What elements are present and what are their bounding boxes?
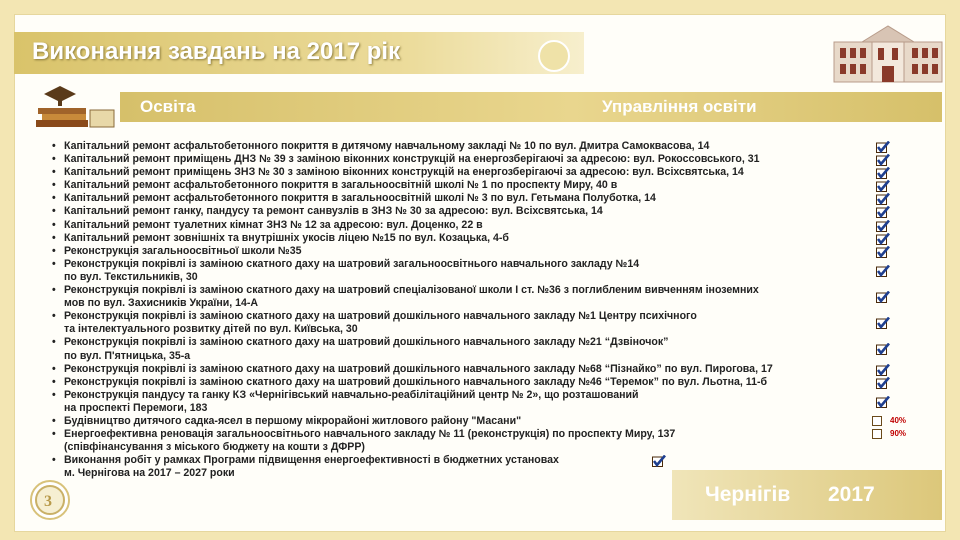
task-text: Виконання робіт у рамках Програми підвищення енергоефективності в бюджетних установах	[64, 454, 559, 467]
bullet-icon: •	[52, 140, 56, 152]
bullet-icon: •	[52, 192, 56, 205]
task-item	[50, 153, 870, 166]
building-icon	[832, 22, 944, 84]
task-item	[50, 192, 870, 205]
bullet-icon: •	[52, 375, 56, 388]
task-item	[50, 310, 870, 336]
bullet-icon: •	[52, 166, 56, 179]
checkbox-checked-icon	[876, 245, 890, 257]
task-text: Капітальний ремонт приміщень ДНЗ № 39 з заміною віконних конструкцій на енергозберігаючі за адресою: вул. Рокоссовського, 31	[64, 153, 760, 166]
task-text-continued: та інтелектуального розвитку дітей по вул. Київська, 30	[64, 323, 358, 336]
department-title: Управління освіти	[602, 97, 757, 116]
task-text: Реконструкція покрівлі із заміною скатного даху на шатровий спеціалізованої школи І ст. №36 з поглибленим вивченням іноземних	[64, 284, 759, 297]
task-text: Реконструкція покрівлі із заміною скатного даху на шатровий дошкільного навчального закладу №21 “Дзвіночок”	[64, 336, 669, 349]
task-text: Будівництво дитячого садка-ясел в першому мікрорайоні житлового району "Масани"	[64, 414, 522, 427]
progress-indicator	[872, 416, 922, 426]
task-item	[50, 258, 870, 284]
progress-indicator	[872, 429, 922, 439]
checkbox-checked-icon	[876, 290, 890, 302]
task-item	[50, 389, 870, 415]
bullet-icon: •	[52, 362, 56, 375]
checkbox-checked-icon	[876, 316, 890, 328]
bullet-icon: •	[52, 428, 56, 441]
task-item	[50, 415, 870, 428]
checkbox-checked-icon	[876, 179, 890, 191]
books-icon	[34, 80, 118, 130]
task-item	[50, 336, 870, 362]
task-text: Капітальний ремонт ганку, пандусу та ремонт санвузлів в ЗНЗ № 30 за адресою: вул. Всіхсвятська, 14	[64, 205, 603, 218]
footer-city: Чернігів	[705, 483, 791, 506]
task-text-continued: по вул. Текстильників, 30	[64, 270, 198, 283]
bullet-icon: •	[52, 244, 56, 257]
task-text-continued: по вул. П'ятницька, 35-а	[64, 349, 191, 362]
task-item	[50, 205, 870, 218]
section-title: Освіта	[140, 97, 196, 116]
task-text: Капітальний ремонт приміщень ЗНЗ № 30 з заміною віконних конструкцій на енергозберігаючі за адресою: вул. Всіхсвятська, 14	[64, 166, 744, 179]
task-text: Капітальний ремонт асфальтобетонного покриття в загальноосвітній школі № 3 по вул. Гетьмана Полуботка, 14	[64, 192, 656, 205]
bullet-icon: •	[52, 336, 56, 349]
task-item	[50, 428, 870, 454]
seal-icon	[538, 40, 570, 72]
task-item	[50, 140, 870, 153]
checkbox-checked-icon	[876, 376, 890, 388]
checkbox-checked-icon	[876, 232, 890, 244]
city-logo-icon	[30, 480, 70, 520]
checkbox-checked-icon	[876, 363, 890, 375]
task-item	[50, 376, 870, 389]
task-item	[50, 166, 870, 179]
task-item	[50, 245, 870, 258]
bullet-icon: •	[52, 179, 56, 192]
task-text: Капітальний ремонт асфальтобетонного покриття в загальноосвітній школі № 1 по проспекту Миру, 40 в	[64, 179, 618, 192]
checkbox-checked-icon	[876, 219, 890, 231]
checkbox-checked-icon	[876, 264, 890, 276]
bullet-icon: •	[52, 257, 56, 270]
task-text: Реконструкція загальноосвітньої школи №35	[64, 244, 302, 257]
task-text: Енергоефективна реновація загальноосвітнього навчального закладу № 11 (реконструкція) по проспекту Миру, 137	[64, 428, 676, 441]
task-text: Реконструкція покрівлі із заміною скатного даху на шатровий дошкільного навчального закладу №46 “Теремок” по вул. Льотна, 11-б	[64, 375, 768, 388]
bullet-icon: •	[52, 205, 56, 218]
page-title: Виконання завдань на 2017 рік	[32, 38, 401, 65]
task-text: Реконструкція покрівлі із заміною скатного даху на шатровий загальноосвітнього навчального закладу №14	[64, 257, 640, 270]
percent-label: 40%	[890, 416, 907, 426]
task-text-continued: (співфінансування з міського бюджету на кошти з ДФРР)	[64, 441, 365, 454]
percent-label: 90%	[890, 429, 907, 439]
checkbox-checked-icon	[876, 205, 890, 217]
task-text: Капітальний ремонт туалетних кімнат ЗНЗ № 12 за адресою: вул. Доценко, 22 в	[64, 218, 483, 231]
checkbox-checked-icon	[876, 140, 890, 152]
bullet-icon: •	[52, 454, 56, 467]
bullet-icon: •	[52, 218, 56, 231]
bullet-icon: •	[52, 414, 56, 427]
bullet-icon: •	[52, 388, 56, 401]
checkbox-checked-icon	[876, 395, 890, 407]
task-text-continued: мов по вул. Захисників України, 14-А	[64, 297, 259, 310]
task-text-continued: м. Чернігова на 2017 – 2027 роки	[64, 467, 235, 480]
bullet-icon: •	[52, 153, 56, 166]
task-text: Реконструкція пандусу та ганку КЗ «Чернігівський навчально-реабілітаційний центр № 2», що розташований	[64, 388, 639, 401]
bullet-icon: •	[52, 310, 56, 323]
checkbox-empty-icon	[872, 416, 882, 426]
task-item	[50, 284, 870, 310]
task-text: Капітальний ремонт асфальтобетонного покриття в дитячому навчальному закладі № 10 по вул. Дмитра Самоквасова, 14	[64, 140, 710, 152]
task-item	[50, 179, 870, 192]
task-item	[50, 232, 870, 245]
task-list	[50, 140, 870, 480]
checkbox-checked-icon	[876, 153, 890, 165]
checkbox-checked-icon	[876, 342, 890, 354]
task-text-continued: на проспекті Перемоги, 183	[64, 401, 208, 414]
checkbox-checked-icon	[876, 166, 890, 178]
task-text: Реконструкція покрівлі із заміною скатного даху на шатровий дошкільного навчального закладу №68 “Пізнайко” по вул. Пирогова, 17	[64, 362, 773, 375]
bullet-icon: •	[52, 231, 56, 244]
checkbox-checked-icon	[876, 192, 890, 204]
bullet-icon: •	[52, 284, 56, 297]
svg-text:3: 3	[44, 493, 52, 510]
task-text: Капітальний ремонт зовнішніх та внутрішніх укосів ліцею №15 по вул. Козацька, 4-б	[64, 231, 509, 244]
footer-year: 2017	[828, 483, 875, 506]
section-bar	[120, 92, 942, 122]
checkbox-empty-icon	[872, 429, 882, 439]
task-item	[50, 363, 870, 376]
task-text: Реконструкція покрівлі із заміною скатного даху на шатровий дошкільного навчального закладу №1 Центру психічного	[64, 310, 697, 323]
checkbox-checked-icon	[652, 454, 666, 466]
task-item	[50, 219, 870, 232]
